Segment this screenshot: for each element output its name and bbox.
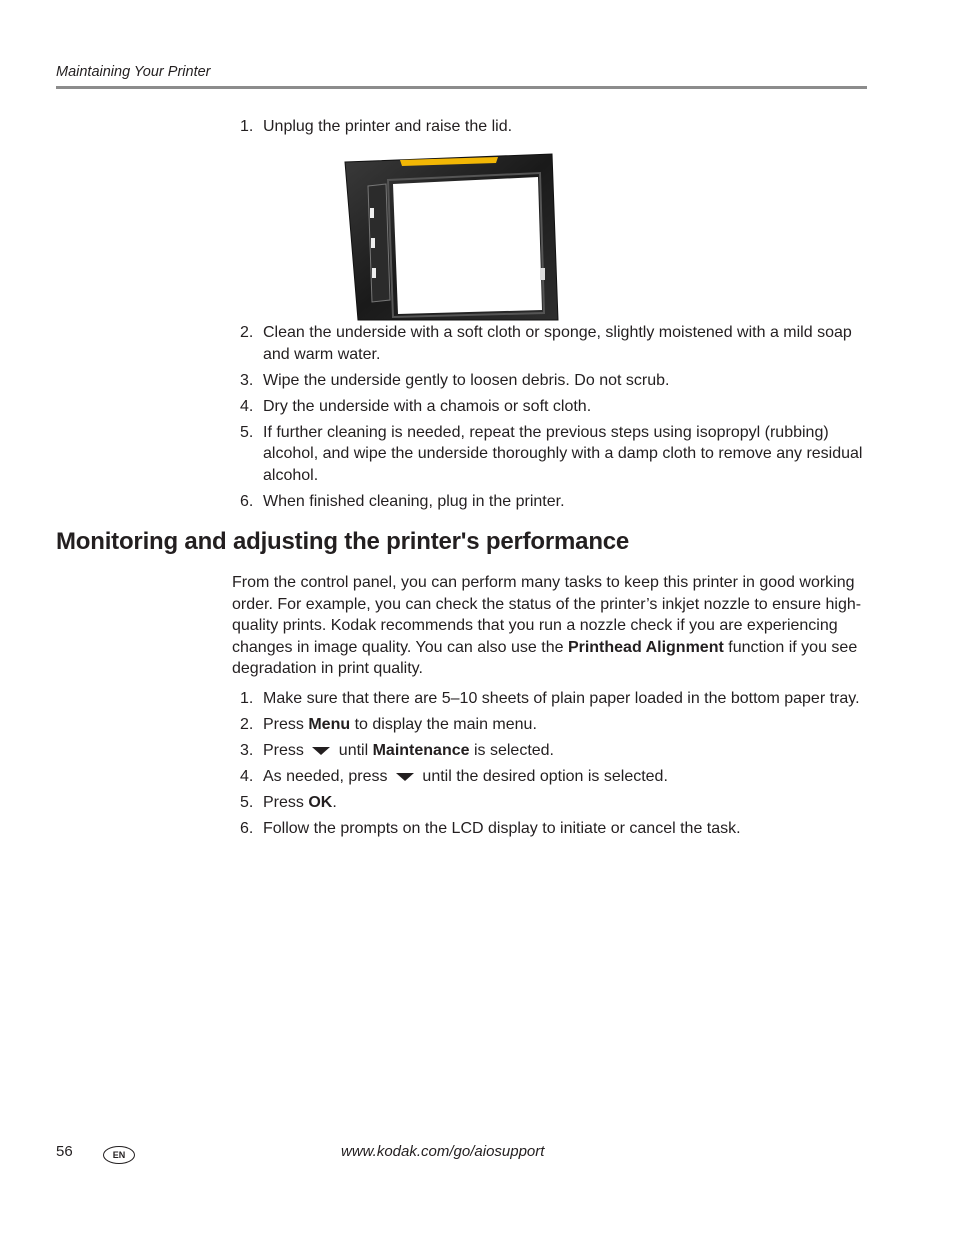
list-item — [232, 116, 872, 138]
step-text: Make sure that there are 5–10 sheets of plain paper loaded in the bottom paper tray. — [263, 690, 860, 707]
list-item — [232, 792, 872, 814]
step-number: 6. — [240, 492, 254, 510]
step-text: Unplug the printer and raise the lid. — [263, 118, 513, 135]
list-item — [232, 688, 872, 710]
step-text: Press — [263, 716, 309, 733]
list-item — [232, 322, 872, 365]
header-rule — [56, 86, 867, 89]
step-text: If further cleaning is needed, repeat the previous steps using isopropyl (rubbing) alcohol, and wipe the underside thoroughly with a damp cloth to remove any residual alcohol. — [263, 423, 863, 484]
down-arrow-icon — [396, 773, 414, 781]
list-item — [232, 740, 872, 762]
list-item — [232, 491, 872, 513]
cleaning-steps-continued — [232, 322, 872, 517]
running-head: Maintaining Your Printer — [56, 64, 211, 80]
step-text: Press — [263, 794, 309, 811]
language-badge: EN — [103, 1146, 135, 1164]
step-text-end: is selected. — [469, 742, 554, 759]
step-text: Press — [263, 742, 309, 759]
page-number: 56 — [56, 1143, 73, 1160]
printhead-alignment-term: Printhead Alignment — [567, 638, 724, 656]
intro-text-end: function if you see degradation in print quality. — [232, 638, 858, 678]
step-text: Wipe the underside gently to loosen debris. Do not scrub. — [263, 371, 670, 389]
step-number: 4. — [240, 397, 254, 415]
step-number: 2. — [240, 716, 254, 733]
step-number: 2. — [240, 324, 254, 341]
step-number: 6. — [240, 820, 254, 837]
step-text: Follow the prompts on the LCD display to initiate or cancel the task. — [263, 820, 741, 837]
step-text-mid: until — [334, 742, 373, 759]
step-number: 4. — [240, 768, 254, 785]
step-text-end: . — [332, 794, 337, 811]
cleaning-steps-list — [232, 116, 872, 142]
list-item — [232, 370, 872, 392]
step-number: 5. — [240, 794, 254, 811]
ok-button-term: OK — [308, 794, 333, 811]
intro-text: From the control panel, you can perform many tasks to keep this printer in good working order. For example, you can check the status of the printer’s inkjet nozzle to ensure high-quality prints. Kodak recommends that you run a nozzle check if you are experiencing changes in image quality. You can also use the — [232, 574, 862, 656]
step-number: 3. — [240, 742, 254, 759]
list-item — [232, 422, 872, 487]
down-arrow-icon — [312, 747, 330, 755]
step-text-end: until the desired option is selected. — [417, 768, 668, 785]
step-number: 1. — [240, 690, 254, 707]
intro-paragraph — [232, 572, 872, 680]
step-text: Dry the underside with a chamois or soft cloth. — [263, 397, 592, 415]
monitoring-steps-list — [232, 688, 872, 844]
step-number: 1. — [240, 118, 254, 135]
step-text-end: to display the main menu. — [350, 716, 537, 733]
menu-button-term: Menu — [308, 716, 351, 733]
printer-lid-photo — [290, 150, 565, 322]
list-item — [232, 766, 872, 788]
step-number: 3. — [240, 371, 254, 389]
step-text: As needed, press — [263, 768, 392, 785]
step-number: 5. — [240, 423, 254, 441]
list-item — [232, 818, 872, 840]
list-item — [232, 714, 872, 736]
step-text: When finished cleaning, plug in the printer. — [263, 492, 565, 510]
step-text: Clean the underside with a soft cloth or sponge, slightly moistened with a mild soap and warm water. — [263, 324, 852, 363]
section-title: Monitoring and adjusting the printer's performance — [56, 528, 630, 555]
list-item — [232, 396, 872, 418]
support-url: www.kodak.com/go/aiosupport — [341, 1143, 545, 1160]
maintenance-term: Maintenance — [372, 742, 470, 759]
